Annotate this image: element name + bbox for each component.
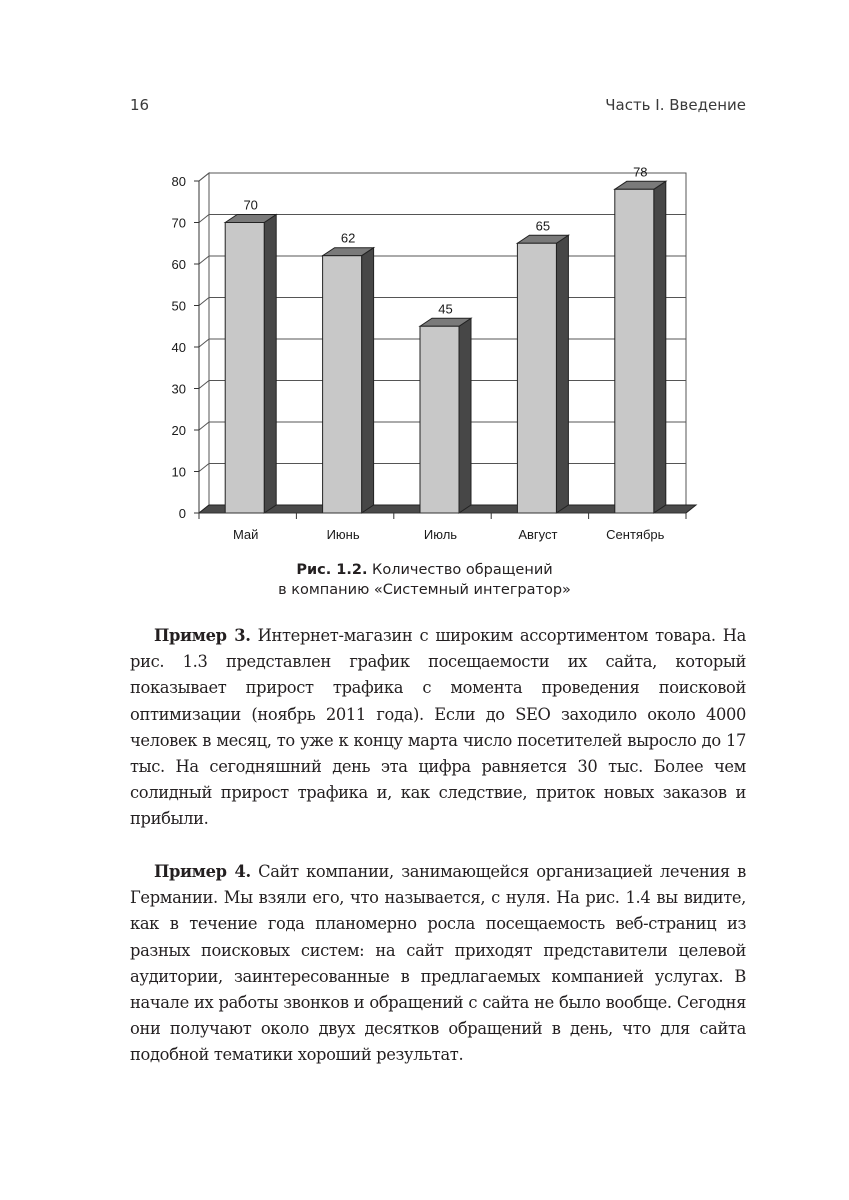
caption-line-1: Количество обращений <box>367 562 553 578</box>
y-tick-label: 30 <box>171 381 186 397</box>
y-tick-label: 20 <box>171 423 186 438</box>
bar-1 <box>225 215 276 514</box>
paragraph-example-4 <box>130 859 746 1069</box>
bar-front <box>420 326 459 513</box>
bar-front <box>323 256 362 513</box>
caption-label: Рис. 1.2. <box>296 562 368 578</box>
x-tick-label: Июль <box>423 527 458 542</box>
bar-side <box>556 235 568 513</box>
bar-front <box>517 243 556 513</box>
data-label: 78 <box>633 164 648 180</box>
running-head <box>130 96 746 120</box>
bar-side <box>264 215 276 514</box>
bar-side <box>362 248 374 513</box>
paragraph-text: Интернет-магазин с широким ассортиментом товара. На рис. 1.3 представлен график посещаемости их сайта, который показывает прирост трафика с момента проведения поисковой оптимизации (ноябрь 2011 года). Если до SEO заходило около 4000 человек в месяц, то уже к концу марта число посетителей выросло до 17 тыс. На сегодняшний день эта цифра равняется 30 тыс. Более чем солидный прирост трафика и, как следствие, приток новых заказов и прибыли. <box>130 626 746 829</box>
bar-chart <box>150 150 710 550</box>
bar-front <box>225 223 264 514</box>
x-tick-label: Июнь <box>326 527 360 542</box>
data-label: 45 <box>438 301 453 317</box>
y-tick-label: 70 <box>171 215 186 231</box>
bar-3 <box>420 318 471 513</box>
data-label: 65 <box>535 218 551 234</box>
y-tick-label: 0 <box>178 506 186 521</box>
paragraph-lead: Пример 4. <box>154 862 251 881</box>
figure-caption <box>0 560 849 600</box>
bar-5 <box>615 181 666 513</box>
bar-2 <box>323 248 374 513</box>
y-tick-label: 50 <box>171 298 186 314</box>
x-tick-label: Май <box>232 527 259 542</box>
page-number: 16 <box>130 96 150 114</box>
y-tick-label: 40 <box>171 340 186 355</box>
x-tick-label: Август <box>518 527 558 542</box>
data-label: 62 <box>340 230 356 246</box>
paragraph-text: Сайт компании, занимающейся организацией лечения в Германии. Мы взяли его, что называется, с нуля. На рис. 1.4 вы видите, как в течение года планомерно росла посещаемость веб-страниц из разных поисковых систем: на сайт приходят представители целевой аудитории, заинтересованные в предлагаемых компанией услугах. В начале их работы звонков и обращений с сайта не было вообще. Сегодня они получают около двух десятков обращений в день, что для сайта подобной тематики хороший результат. <box>130 862 746 1065</box>
caption-line-2: в компанию «Системный интегратор» <box>278 582 571 598</box>
bar-side <box>459 318 471 513</box>
y-tick-label: 80 <box>171 174 186 189</box>
x-tick-label: Сентябрь <box>606 527 665 542</box>
bar-side <box>654 181 666 513</box>
paragraph-lead: Пример 3. <box>154 626 251 645</box>
bar-front <box>615 189 654 513</box>
y-tick-label: 60 <box>171 257 186 272</box>
section-title: Часть I. Введение <box>605 96 746 114</box>
y-tick-label: 10 <box>171 464 186 480</box>
paragraph-example-3 <box>130 623 746 833</box>
bar-4 <box>517 235 568 513</box>
data-label: 70 <box>243 197 258 213</box>
